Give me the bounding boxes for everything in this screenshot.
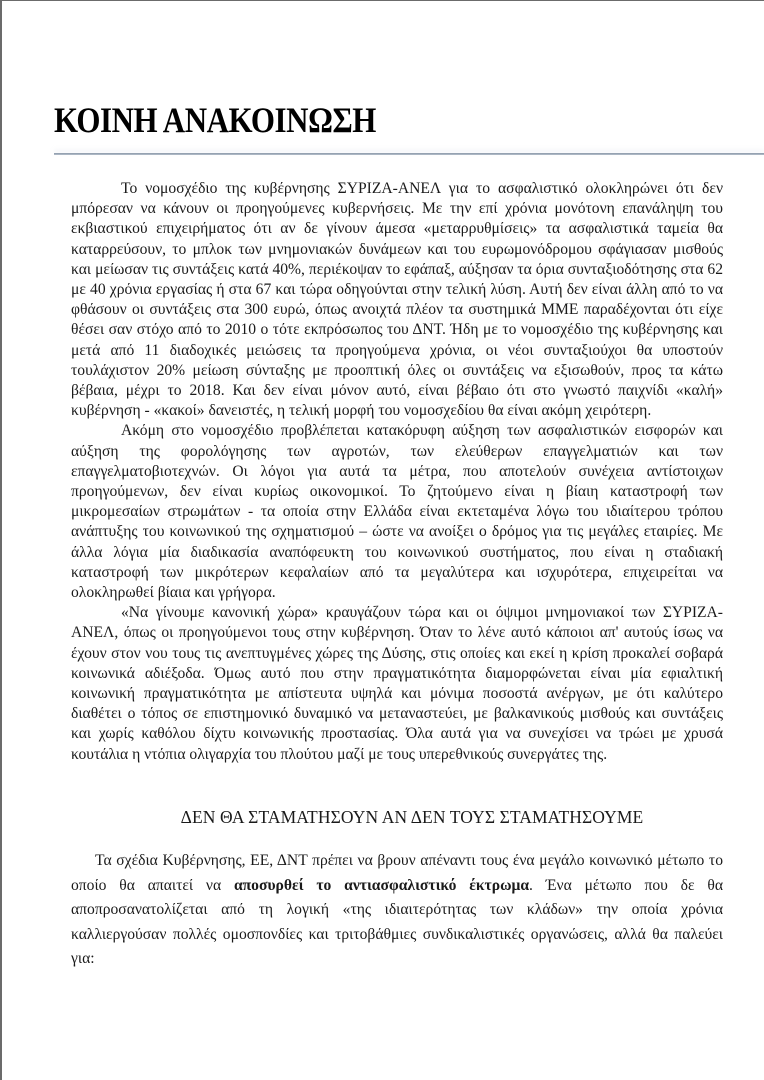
paragraph-3: «Να γίνουμε κανονική χώρα» κραυγάζουν τώρα και οι όψιμοι μνημονιακοί των ΣΥΡΙΖΑ-ΑΝΕΛ, όπως οι προηγούμενοι τους στην κυβέρνηση. Όταν το λένε αυτό κάποιοι απ' αυτούς ίσως να έχουν στον νου τους τις ανεπτυγμένες χώρες της Δύσης, στις οποίες και εκεί η κρίση προκαλεί σοβαρά κοινωνικά αδιέξοδα. Όμως αυτό που στην πραγματικότητα διαμορφώνεται είναι μία εφιαλτική κοινωνική πραγματικότητα με απίστευτα υψηλά και μόνιμα ποσοστά ανέργων, με ότι καλύτερο διαθέτει ο τόπος σε επιστημονικό δυναμικό να μεταναστεύει, με βαλκανικούς μισθούς και συντάξεις και χωρίς καθόλου δίχτυ κοινωνικής προστασίας. Όλα αυτά για να συνεχίσει να τρώει με χρυσά κουτάλια η ντόπια ολιγαρχία του πλούτου μαζί με τους υπερεθνικούς συνεργάτες της. (71, 604, 723, 763)
paragraph-4 (71, 849, 723, 972)
document-title: ΚΟΙΝΗ ΑΝΑΚΟΙΝΩΣΗ (54, 100, 376, 140)
paragraph-4-bold-phrase: αποσυρθεί το αντιασφαλιστικό έκτρωμα (233, 876, 530, 894)
paragraph-4-text-end: . Ένα μέτωπο που δε θα αποπροσανατολίζεται από τη λογική «της ιδιαιτερότητας των κλάδων» την οποία χρόνια καλλιεργούσαν πολλές ομοσπονδίες και τριτοβάθμιες συνδικαλιστικές οργανώσεις, αλλά θα παλεύει για: (71, 876, 723, 968)
title-underline-rule (54, 153, 764, 155)
document-body-section-2 (71, 849, 723, 972)
section-heading: ΔΕΝ ΘΑ ΣΤΑΜΑΤΗΣΟΥΝ ΑΝ ΔΕΝ ΤΟΥΣ ΣΤΑΜΑΤΗΣΟΥΜΕ (180, 807, 644, 827)
paragraph-2: Ακόμη στο νομοσχέδιο προβλέπεται κατακόρυφη αύξηση των ασφαλιστικών εισφορών και αύξηση της φορολόγησης των αγροτών, των ελεύθερων επαγγελματιών και των επαγγελματοβιοτεχνών. Οι λόγοι για αυτά τα μέτρα, που αποτελούν συνέχεια αντίστοιχων προηγούμενων, δεν είναι κυρίως οικονομικοί. Το ζητούμενο είναι η βίαιη καταστροφή των μικρομεσαίων στρωμάτων - τα οποία στην Ελλάδα είναι εκτεταμένα λόγω του ιδιαίτερου τρόπου ανάπτυξης του κοινωνικού της σχηματισμού – ώστε να ανοίξει ο δρόμος για τις μεγάλες εταιρίες. Με άλλα λόγια μία διαδικασία αναπόφευκτη του κοινωνικού συστήματος, που είναι η σταδιακή καταστροφή των μικρότερων κεφαλαίων από τα μεγαλύτερα και ισχυρότερα, επιχειρείται να ολοκληρωθεί βίαια και γρήγορα. (71, 422, 723, 602)
document-body (71, 179, 723, 765)
paragraph-4-text-start: Τα σχέδια Κυβέρνησης, ΕΕ, ΔΝΤ πρέπει να βρουν απέναντι τους ένα μεγάλο κοινωνικό μέτωπο το οποίο θα απαιτεί να (71, 852, 723, 894)
paragraph-1: Το νομοσχέδιο της κυβέρνησης ΣΥΡΙΖΑ-ΑΝΕΛ για το ασφαλιστικό ολοκληρώνει ότι δεν μπόρεσαν να κάνουν οι προηγούμενες κυβερνήσεις. Με την επί χρόνια μονότονη επανάληψη του εκβιαστικού επιχειρήματος ότι αν δε γίνουν άμεσα «μεταρρυθμίσεις» τα ασφαλιστικά ταμεία θα καταρρεύσουν, το μπλοκ των μνημονιακών δυνάμεων και του ευρωμονόδρομου σφάγιασαν μισθούς και μείωσαν τις συντάξεις κατά 40%, περιέκοψαν το εφάπαξ, αύξησαν τα όρια συνταξιοδότησης στα 62 με 40 χρόνια εργασίας ή στα 67 και τώρα οδηγούνται στην τελική λύση. Αυτή δεν είναι άλλη από το να φθάσουν οι συντάξεις στα 300 ευρώ, όπως ανοιχτά πλέον τα συστημικά ΜΜΕ παραδέχονται ότι είχε θέσει σαν στόχο από το 2010 ο τότε εκπρόσωπος του ΔΝΤ. Ήδη με το νομοσχέδιο της κυβέρνησης και μετά από 11 διαδοχικές μειώσεις τα προηγούμενα χρόνια, οι νέοι συνταξιούχοι θα υποστούν τουλάχιστον 20% μείωση σύνταξης με προοπτική όλες οι συντάξεις να εξισωθούν, προς τα κάτω βέβαια, μέχρι το 2018. Και δεν είναι μόνον αυτό, είναι βέβαιο ότι στο γνωστό παιχνίδι «καλή» κυβέρνηση - «κακοί» δανειστές, η τελική μορφή του νομοσχεδίου θα είναι ακόμη χειρότερη. (71, 180, 723, 420)
